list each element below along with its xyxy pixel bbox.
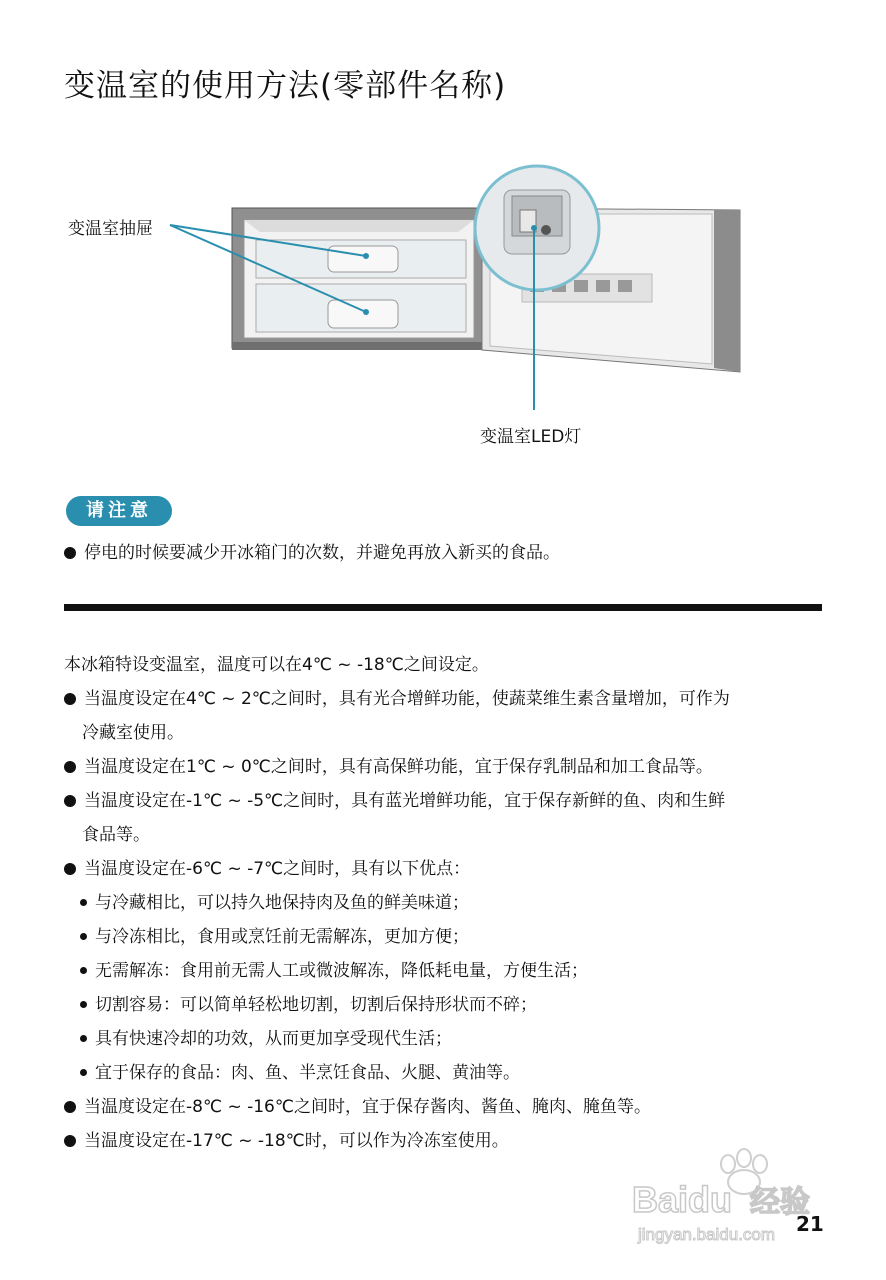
sub-list-item: 具有快速冷却的功效，从而更加享受现代生活；: [64, 1022, 824, 1056]
sub-list-item: 与冷藏相比，可以持久地保持肉及鱼的鲜美味道；: [64, 886, 824, 920]
sub-list-item: 与冷冻相比，食用或烹饪前无需解冻，更加方便；: [64, 920, 824, 954]
fridge-illustration: [60, 150, 760, 450]
drawer-label: 变温室抽屉: [68, 219, 153, 239]
bullet-icon: [64, 693, 76, 705]
bullet-icon: [64, 1135, 76, 1147]
list-item: 当温度设定在4℃ ~ 2℃之间时，具有光合增鲜功能，使蔬菜维生素含量增加，可作为: [64, 682, 824, 716]
small-bullet-icon: [80, 1069, 87, 1076]
notice-badge: 请注意: [66, 496, 172, 526]
page-title: 变温室的使用方法(零部件名称): [64, 68, 507, 104]
bullet-icon: [64, 547, 76, 559]
list-item: 当温度设定在-8℃ ~ -16℃之间时，宜于保存酱肉、酱鱼、腌肉、腌鱼等。: [64, 1090, 824, 1124]
sub-list-item: 宜于保存的食品：肉、鱼、半烹饪食品、火腿、黄油等。: [64, 1056, 824, 1090]
list-item: 当温度设定在-6℃ ~ -7℃之间时，具有以下优点：: [64, 852, 824, 886]
content-body: [64, 648, 824, 1158]
small-bullet-icon: [80, 1001, 87, 1008]
list-item-continuation: 食品等。: [82, 825, 150, 845]
small-bullet-icon: [80, 933, 87, 940]
bullet-icon: [64, 795, 76, 807]
fridge-drawing: [60, 150, 760, 450]
section-divider: [64, 604, 822, 611]
sub-list-item: 无需解冻：食用前无需人工或微波解冻，降低耗电量，方便生活；: [64, 954, 824, 988]
notice-text: 停电的时候要减少开冰箱门的次数，并避免再放入新买的食品。: [84, 543, 560, 563]
list-item-continuation: 冷藏室使用。: [82, 723, 184, 743]
bullet-icon: [64, 1101, 76, 1113]
list-item: 当温度设定在-17℃ ~ -18℃时，可以作为冷冻室使用。: [64, 1124, 824, 1158]
led-label: 变温室LED灯: [480, 427, 582, 447]
notice-item: [64, 538, 560, 563]
watermark-url: jingyan.baidu.com: [638, 1225, 776, 1244]
list-item: 当温度设定在-1℃ ~ -5℃之间时，具有蓝光增鲜功能，宜于保存新鲜的鱼、肉和生鲜: [64, 784, 824, 818]
watermark-brand: Baidu: [632, 1179, 733, 1220]
list-item: 当温度设定在1℃ ~ 0℃之间时，具有高保鲜功能，宜于保存乳制品和加工食品等。: [64, 750, 824, 784]
small-bullet-icon: [80, 967, 87, 974]
small-bullet-icon: [80, 899, 87, 906]
intro-text: 本冰箱特设变温室，温度可以在4℃ ~ -18℃之间设定。: [64, 655, 489, 675]
bullet-icon: [64, 863, 76, 875]
page-number: 21: [796, 1212, 824, 1236]
watermark-text: 经验: [750, 1185, 810, 1220]
bullet-icon: [64, 761, 76, 773]
sub-list-item: 切割容易：可以简单轻松地切割，切割后保持形状而不碎；: [64, 988, 824, 1022]
small-bullet-icon: [80, 1035, 87, 1042]
